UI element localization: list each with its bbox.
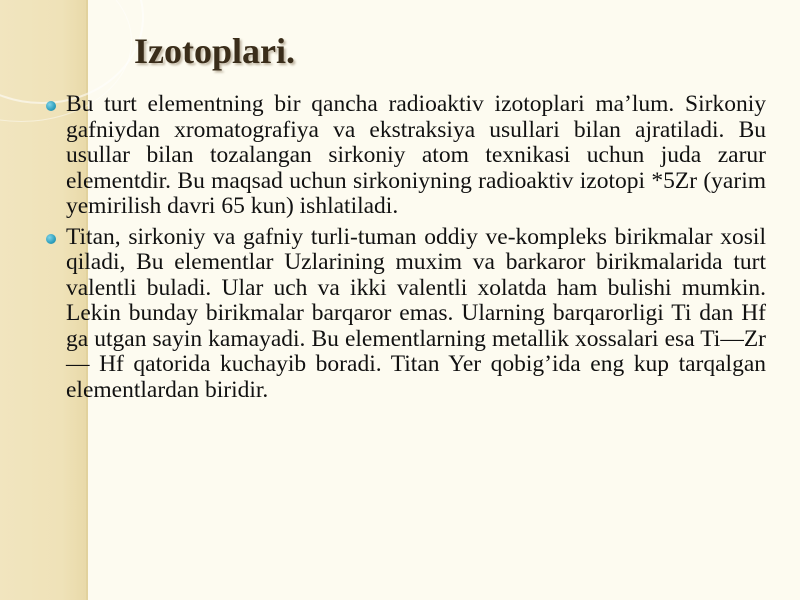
bullet-item: [44, 225, 766, 404]
bullet-text: Titan, sirkoniy va gafniy turli-tuman oddiy ve-kompleks birikmalar xosil qiladi, Bu elementlar Uzlarining muxim va barkaror birikmalarida turt valentli buladi. Ular uch va ikki valentli xolatda ham bulishi mumkin. Lekin bunday birikmalar barqaror emas. Ularning barqarorligi Ti dan Hf ga utgan sayin kamayadi. Bu elementlarning metallik xossalari esa Ti—Zr— Hf qatorida kuchayib boradi. Titan Yer qobig’ida eng kup tarqalgan elementlardan biridir.: [66, 223, 766, 403]
bullet-text: Bu turt elementning bir qancha radioaktiv izotoplari ma’lum. Sirkoniy gafniydan xromatografiya va ekstraksiya usullari bilan ajratiladi. Bu usullar bilan tozalangan sirkoniy atom texnikasi uchun juda zarur elementdir. Bu maqsad uchun sirkoniyning radioaktiv izotopi *5Zr (yarim yemirilish davri 65 kun) ishlatiladi.: [66, 91, 766, 219]
slide-title: Izotoplari.: [134, 31, 295, 71]
bullet-list: [44, 92, 766, 408]
bullet-dot-icon: [46, 101, 56, 111]
bullet-dot-icon: [46, 234, 56, 244]
bullet-item: [44, 92, 766, 220]
